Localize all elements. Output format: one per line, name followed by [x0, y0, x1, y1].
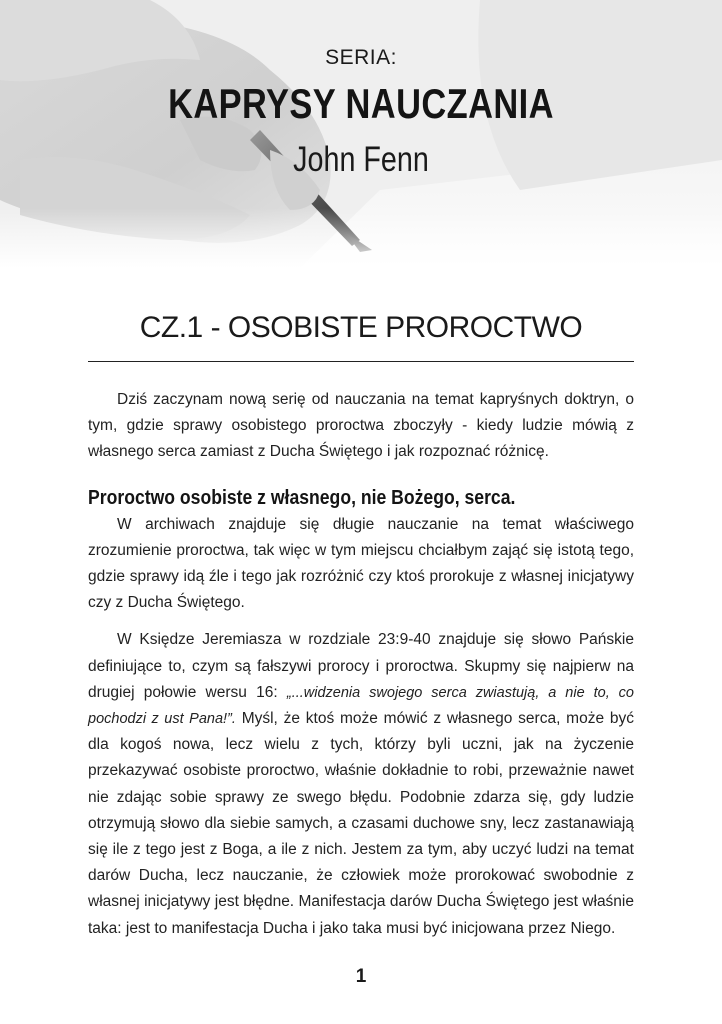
chapter-title: CZ.1 - OSOBISTE PROROCTWO — [139, 311, 583, 344]
paragraph-2-intro: W Księdze Jeremiasza w rozdziale 23:9-40 znajduje się słowo Pańskie definiujące to, czym są fałszywi prorocy i proroctwa. Skupmy się najpierw na drugiej połowie wersu 16: — [88, 631, 634, 701]
paragraph-2-rest: Myśl, że ktoś może mówić z własnego serca, może być dla kogoś nowa, lecz wielu z tych, którzy byli uczni, jak na życzenie przekazywać osobiste proroctwo, właśnie dokładnie to robi, przeważnie nawet nie zdając sobie sprawy ze swego błędu. Podobnie zdarza się, gdy ludzie otrzymują słowo dla siebie samych, a czasami duchowe sny, lecz zastanawiają się ile z tego jest z Boga, a ile z nich. Jestem za tym, aby uczyć ludzi na temat darów Ducha, lecz nauczanie, że człowiek może prorokować swobodnie z własnej inicjatywy jest błędne. Manifestacja darów Ducha Świętego jest właśnie taka: jest to manifestacja Ducha i jako taka musi być inicjowana przez Niego. — [88, 710, 634, 937]
intro-paragraph: Dziś zaczynam nową serię od nauczania na temat kapryśnych doktryn, o tym, gdzie sprawy osobistego proroctwa zboczyły - kiedy ludzie mówią z własnego serca zamiast z Ducha Świętego i jak rozpoznać różnicę. — [88, 391, 634, 461]
page-number: 1 — [355, 966, 367, 987]
header-banner — [0, 0, 722, 268]
title-divider — [88, 361, 634, 362]
series-title: KAPRYSY NAUCZANIA — [168, 80, 554, 127]
scripture-quote: „...widzenia swojego serca zwiastują, a nie to, co pochodzi z ust Pana!”. — [88, 684, 634, 728]
series-label: SERIA: — [325, 46, 397, 69]
author-name: John Fenn — [293, 140, 429, 179]
banner-fade — [0, 208, 722, 268]
article-body — [88, 387, 634, 942]
paragraph-1: W archiwach znajduje się długie nauczanie na temat właściwego zrozumienie proroctwa, tak więc w tym miejscu chciałbym zająć się istotą tego, gdzie sprawy idą źle i tego jak rozróżnić czy ktoś prorokuje z własnej inicjatywy czy z Ducha Świętego. — [88, 515, 634, 612]
section-heading: Proroctwo osobiste z własnego, nie Bożego, serca. — [88, 486, 516, 509]
paragraph-2 — [88, 627, 634, 941]
